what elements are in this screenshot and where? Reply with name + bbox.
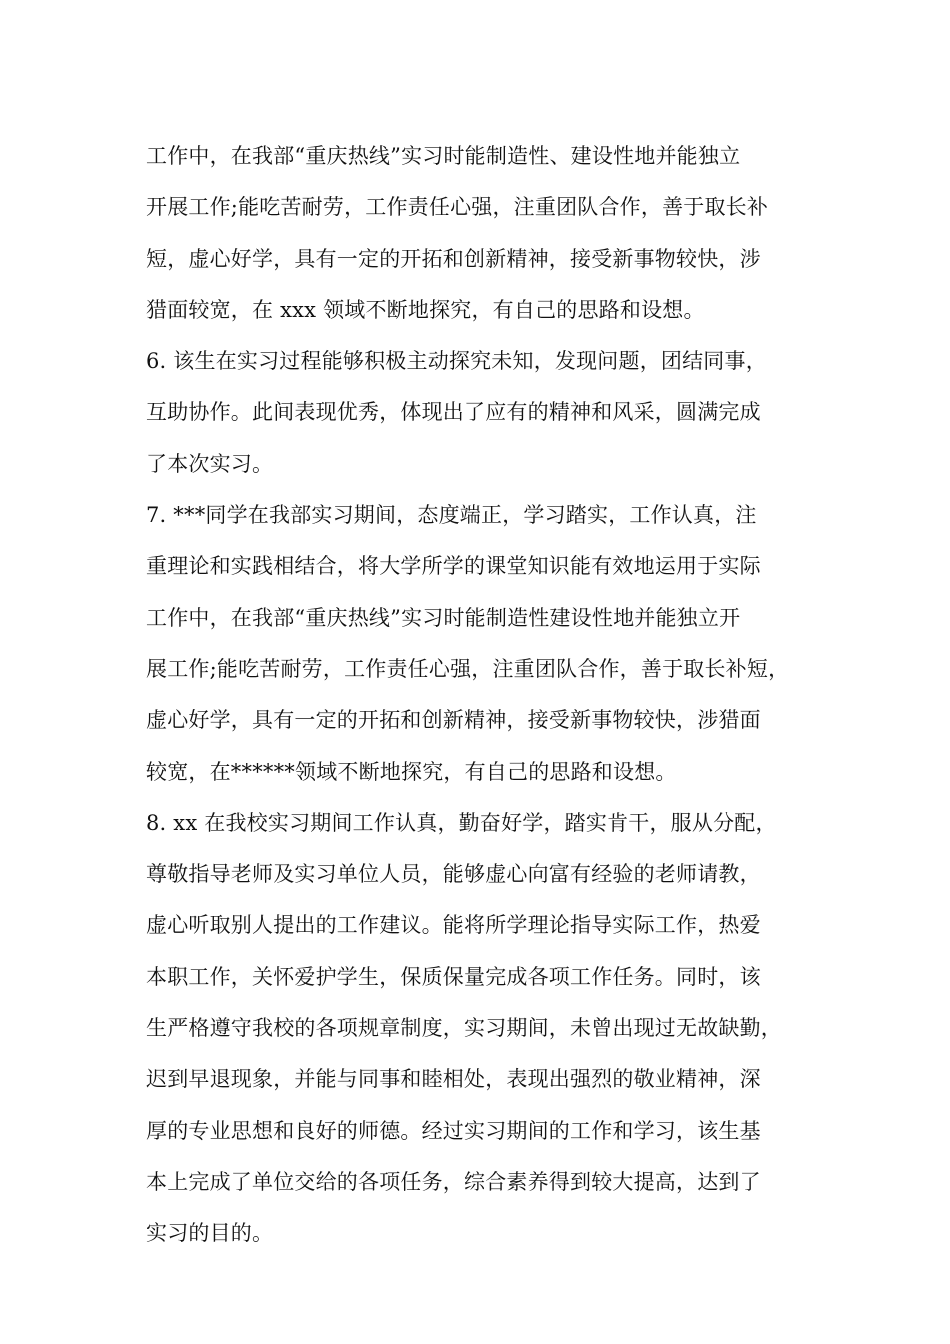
text-line: 8. xx 在我校实习期间工作认真，勤奋好学，踏实肯干，服从分配， [146,810,777,835]
text-line: 厚的专业思想和良好的师德。经过实习期间的工作和学习，该生基 [146,1118,761,1143]
text-line: 互助协作。此间表现优秀，体现出了应有的精神和风采，圆满完成 [146,400,761,425]
text-line: 猎面较宽，在 xxx 领域不断地探究，有自己的思路和设想。 [146,297,705,322]
text-line: 7. ***同学在我部实习期间，态度端正，学习踏实，工作认真，注 [146,503,757,528]
text-line: 尊敬指导老师及实习单位人员，能够虚心向富有经验的老师请教， [146,862,761,887]
text-line: 工作中，在我部“重庆热线”实习时能制造性、建设性地并能独立 [146,144,741,168]
text-line: 短，虚心好学，具有一定的开拓和创新精神，接受新事物较快，涉 [146,246,761,271]
text-line: 重理论和实践相结合，将大学所学的课堂知识能有效地运用于实际 [146,554,761,579]
text-line: 开展工作;能吃苦耐劳，工作责任心强，注重团队合作，善于取长补 [146,195,769,220]
document-body [146,131,836,1260]
text-line: 生严格遵守我校的各项规章制度，实习期间，未曾出现过无故缺勤， [146,1016,782,1041]
text-line: 展工作;能吃苦耐劳，工作责任心强，注重团队合作，善于取长补短， [146,656,790,681]
text-line: 本职工作，关怀爱护学生，保质保量完成各项工作任务。同时，该 [146,964,761,989]
text-line: 虚心好学，具有一定的开拓和创新精神，接受新事物较快，涉猎面 [146,708,761,733]
text-line: 较宽，在******领域不断地探究，有自己的思路和设想。 [146,759,677,784]
text-line: 实习的目的。 [146,1221,274,1246]
text-line: 迟到早退现象，并能与同事和睦相处，表现出强烈的敬业精神，深 [146,1067,761,1092]
text-line: 本上完成了单位交给的各项任务，综合素养得到较大提高，达到了 [146,1169,761,1194]
text-line: 了本次实习。 [146,451,274,476]
text-line: 虚心听取别人提出的工作建议。能将所学理论指导实际工作，热爱 [146,913,761,938]
text-line: 6. 该生在实习过程能够积极主动探究未知，发现问题，团结同事， [146,349,767,374]
text-line: 工作中，在我部“重庆热线”实习时能制造性建设性地并能独立开 [146,605,741,630]
